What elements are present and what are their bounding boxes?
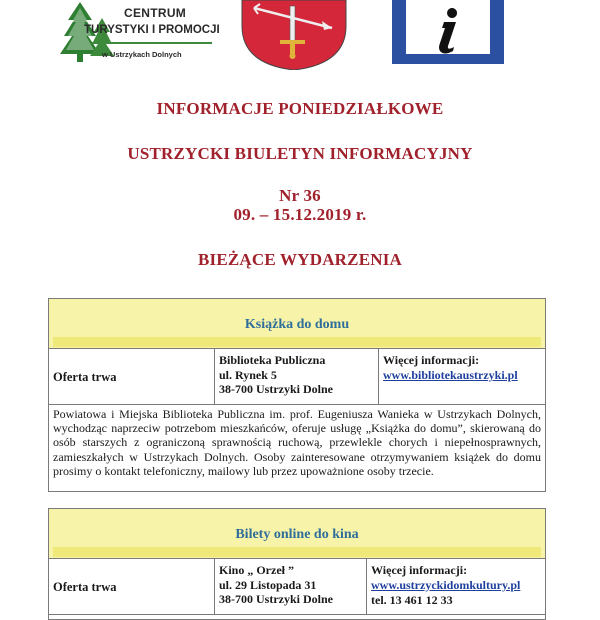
event-address-cell [215,349,379,404]
more-info-link[interactable]: www.bibliotekaustrzyki.pl [383,368,518,382]
more-info-label: Więcej informacji: [371,563,468,577]
tourist-information-icon [392,0,504,64]
event-title: Bilety online do kina [235,527,359,542]
bulletin-title: USTRZYCKI BIULETYN INFORMACYJNY [127,144,473,163]
event-info-row [49,559,545,615]
ctip-logo [58,0,228,66]
event-address [219,353,333,397]
event-table-book-to-home [48,298,546,492]
ctip-logo-rule [92,42,212,44]
more-info-link[interactable]: www.ustrzyckidomkultury.pl [371,578,521,592]
current-events-heading: BIEŻĄCE WYDARZENIA [197,250,403,269]
event-more-info-cell [367,559,545,614]
event-duration-label: Oferta trwa [53,370,117,384]
more-info-phone: tel. 13 461 12 33 [371,593,453,607]
event-more-info-cell [379,349,545,404]
event-duration-cell [49,349,215,404]
address-line: Kino „ Orzeł ” [219,563,294,577]
ctip-logo-line3: w Ustrzykach Dolnych [102,50,182,59]
coat-of-arms-icon [240,0,348,70]
ctip-logo-line1: CENTRUM [124,6,187,20]
address-line: ul. 29 Listopada 31 [219,577,317,592]
more-info-label: Więcej informacji: [383,353,480,367]
bulletin-dates: 09. – 15.12.2019 r. [233,205,367,224]
address-line: 38-700 Ustrzyki Dolne [219,382,333,396]
event-duration-label: Oferta trwa [53,580,117,594]
event-more-info [371,563,520,608]
event-description: Powiatowa i Miejska Biblioteka Publiczna im. prof. Eugeniusza Wanieka w Ustrzykach Dolnych, wychodząc naprzeciw potrzebom mieszkańców, oferuje usługę „Książka do domu”, skierowaną do osób starszych z ograniczoną sprawnością ruchową, przewlekle chorych i niepełnosprawnych, zamieszkałych w Ustrzykach Dolnych. Osoby zainteresowane otrzymywaniem książek do domu prosimy o kontakt telefoniczny, mailowy lub przez upoważnione osoby trzecie. [53,407,541,478]
event-title: Książka do domu [244,317,350,332]
ctip-logo-line2: TURYSTYKI I PROMOCJI [84,24,220,36]
section-title: INFORMACJE PONIEDZIAŁKOWE [156,99,444,118]
bulletin-number: Nr 36 [279,186,321,205]
event-header [49,509,545,559]
event-header-highlight [53,547,541,557]
event-duration-cell [49,559,215,614]
event-info-row [49,349,545,405]
event-more-info [383,353,518,383]
event-header [49,299,545,349]
event-header-highlight [53,337,541,347]
event-table-online-cinema-tickets [48,508,546,620]
address-line: 38-700 Ustrzyki Dolne [219,592,333,606]
address-line: Biblioteka Publiczna [219,353,326,367]
event-address-cell [215,559,367,614]
address-line: ul. Rynek 5 [219,367,277,382]
